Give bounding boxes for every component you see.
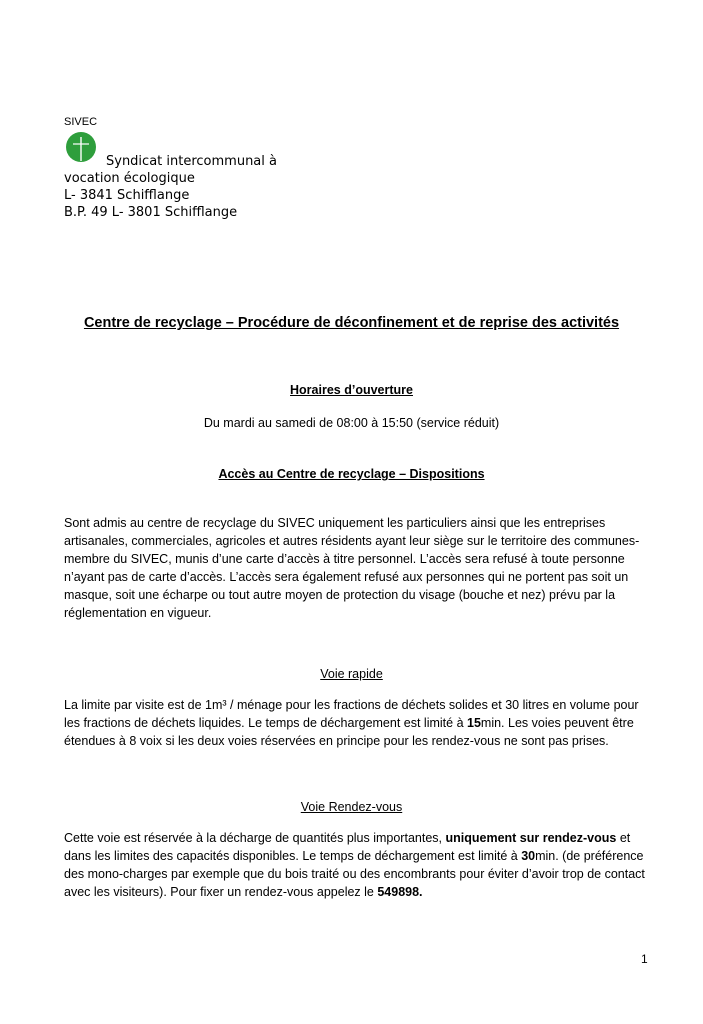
fast-lane-paragraph: La limite par visite est de 1m³ / ménage pour les fractions de déchets solides et 30 litres en volume pour les fractions de déchets liquides. Le temps de déchargement est limité à 15min. Les voies peuvent être étendues à 8 voix si les deux voies réservées en principe pour les rendez-vous ne sont pas prises. [64,698,639,748]
org-short-name: SIVEC [64,116,98,128]
address-line: L- 3841 Schifflange [64,188,190,203]
access-paragraph: Sont admis au centre de recyclage du SIVEC uniquement les particuliers ainsi que les entreprises artisanales, commerciales, agricoles et autres résidents ayant leur siège sur le territoire des communes- membre du SIVEC, munis d’une carte d’accès à titre personnel. L’accès sera refusé à toute personne n’ayant pas de carte d’accès. L’accès sera également refusé aux personnes qui ne portent pas soit un masque, soit une écharpe ou tout autre moyen de protection du visage (bouche et nez) prévu par la réglementation en vigueur. [64,516,640,620]
access-title: Accès au Centre de recyclage – Dispositions [218,467,485,481]
org-address [64,153,384,221]
appointment-phone: 549898. [377,885,423,899]
hours-title: Horaires d’ouverture [290,383,413,397]
appointment-emphasis: uniquement sur rendez-vous [445,831,617,845]
hours-text: Du mardi au samedi de 08:00 à 15:50 (service réduit) [203,416,500,430]
document-title: Centre de recyclage – Procédure de déconfinement et de reprise des activités [83,315,620,331]
fast-lane-title: Voie rapide [320,667,383,681]
address-line: B.P. 49 L- 3801 Schifflange [64,205,238,220]
appointment-lane-title: Voie Rendez-vous [300,800,403,814]
page-number: 1 [641,952,648,966]
address-line: Syndicat intercommunal à [106,154,277,169]
appointment-limit: 30 [521,849,536,863]
address-line: vocation écologique [64,171,195,186]
appointment-lane-paragraph: Cette voie est réservée à la décharge de quantités plus importantes, uniquement sur rendez-vous et dans les limites des capacités disponibles. Le temps de déchargement est limité à 30min. (de préférence des mono-charges par exemple que du bois traité ou des encombrants pour éviter d’avoir trop de contact avec les visiteurs). Pour fixer un rendez-vous appelez le 549898. [64,831,645,899]
fast-lane-limit: 15 [467,716,481,730]
